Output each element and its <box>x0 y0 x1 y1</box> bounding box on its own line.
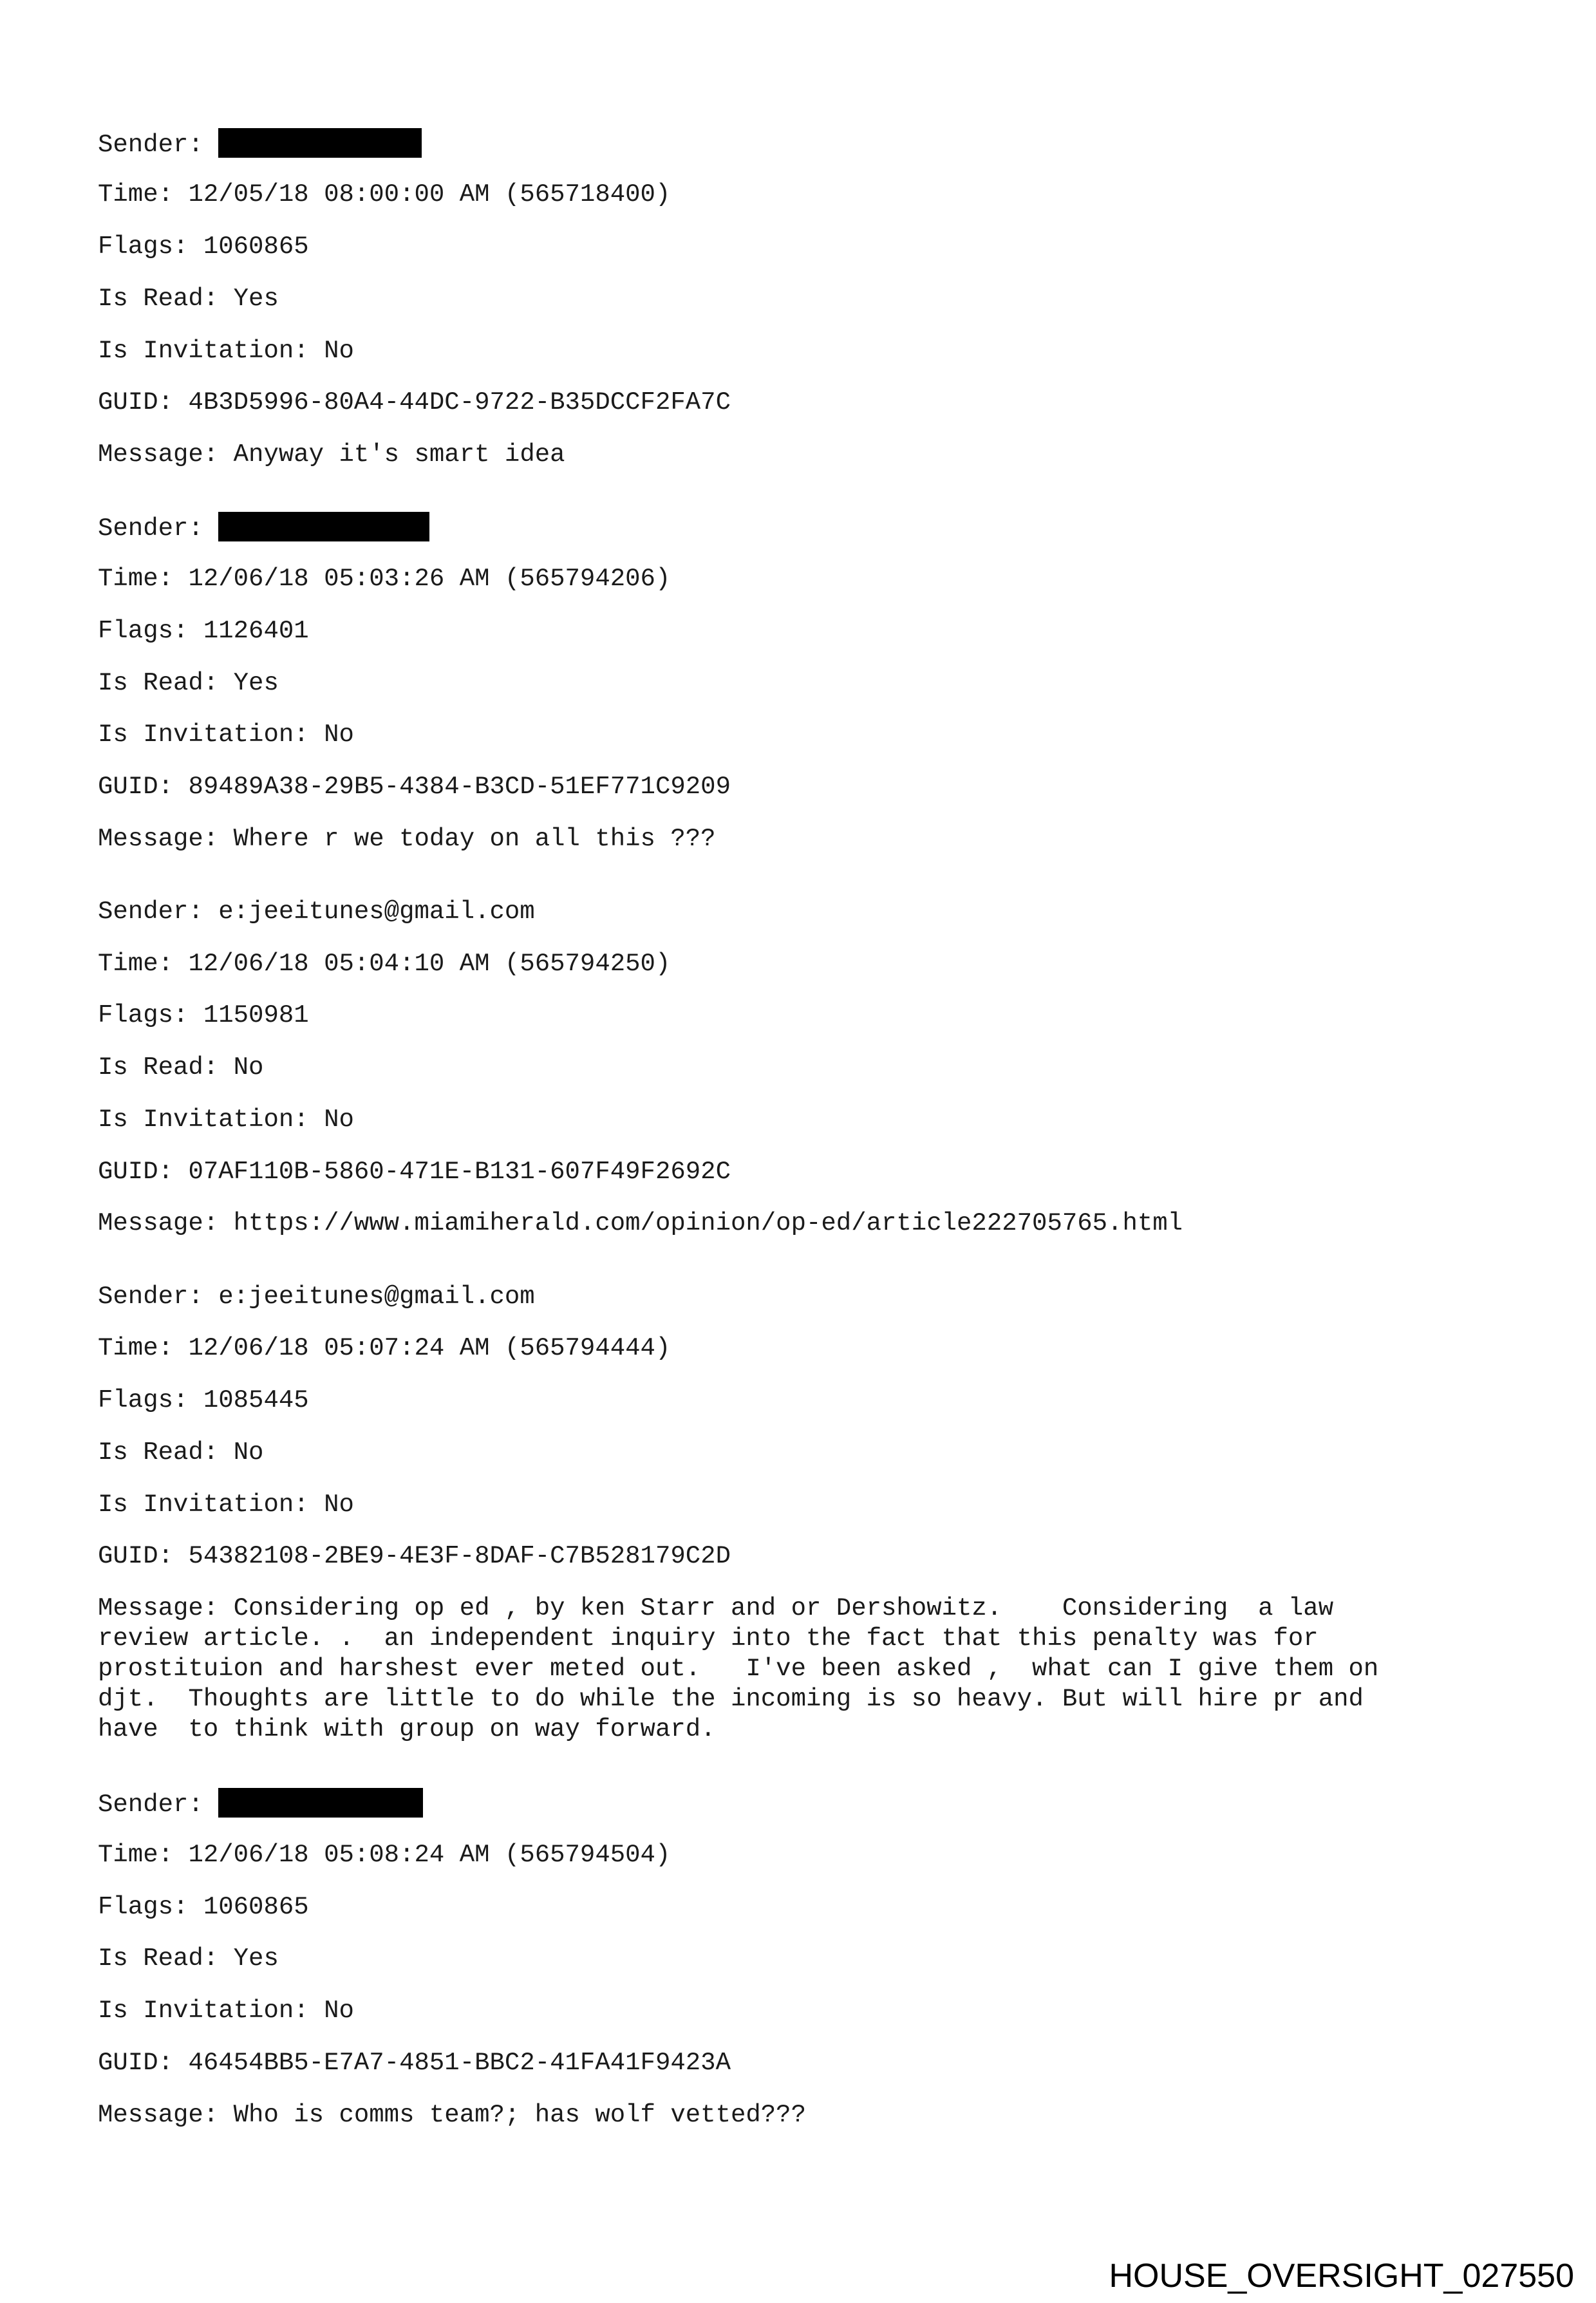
is-invitation-value: No <box>324 337 354 365</box>
is-read-value: Yes <box>233 1944 279 1973</box>
sender-line <box>98 1282 535 1312</box>
is-read-label: Is Read: <box>98 669 234 697</box>
message-label: Message: <box>98 2101 234 2129</box>
time-line <box>98 1333 670 1364</box>
message-line <box>98 1208 1183 1239</box>
message-text: Who is comms team?; has wolf vetted??? <box>233 2101 806 2129</box>
guid-value: 07AF110B-5860-471E-B131-607F49F2692C <box>188 1158 731 1186</box>
is-read-value: Yes <box>233 669 279 697</box>
is-invitation-label: Is Invitation: <box>98 337 324 365</box>
flags-line <box>98 616 309 646</box>
guid-label: GUID: <box>98 773 189 801</box>
sender-value: e:jeeitunes@gmail.com <box>218 1283 535 1311</box>
is-invitation-label: Is Invitation: <box>98 1997 324 2025</box>
sender-line <box>98 1788 423 1820</box>
guid-line <box>98 1157 731 1187</box>
message-text: Where r we today on all this ??? <box>233 825 716 853</box>
is-read-value: No <box>233 1438 264 1467</box>
time-line <box>98 180 670 210</box>
is-invitation-label: Is Invitation: <box>98 1105 324 1134</box>
flags-value: 1060865 <box>203 232 309 261</box>
sender-line <box>98 128 422 160</box>
is-invitation-line <box>98 1105 354 1135</box>
redacted-sender <box>218 1788 423 1818</box>
is-invitation-value: No <box>324 1105 354 1134</box>
is-read-value: Yes <box>233 285 279 313</box>
is-read-label: Is Read: <box>98 285 234 313</box>
is-invitation-value: No <box>324 1490 354 1519</box>
guid-value: 46454BB5-E7A7-4851-BBC2-41FA41F9423A <box>188 2049 731 2077</box>
guid-label: GUID: <box>98 388 189 417</box>
time-value: 12/06/18 05:07:24 AM (565794444) <box>188 1334 671 1362</box>
flags-value: 1126401 <box>203 617 309 645</box>
guid-line <box>98 2048 731 2078</box>
message-line <box>98 824 716 854</box>
time-value: 12/06/18 05:03:26 AM (565794206) <box>188 565 671 593</box>
is-read-value: No <box>233 1053 264 1082</box>
time-line <box>98 1840 670 1870</box>
is-invitation-label: Is Invitation: <box>98 1490 324 1519</box>
flags-label: Flags: <box>98 1893 203 1921</box>
guid-line <box>98 388 731 418</box>
is-read-line <box>98 668 279 699</box>
guid-label: GUID: <box>98 1158 189 1186</box>
is-invitation-line <box>98 1996 354 2026</box>
flags-line <box>98 1386 309 1416</box>
guid-value: 4B3D5996-80A4-44DC-9722-B35DCCF2FA7C <box>188 388 731 417</box>
is-read-label: Is Read: <box>98 1053 234 1082</box>
is-read-line <box>98 1438 263 1468</box>
sender-label: Sender: <box>98 898 219 926</box>
guid-value: 54382108-2BE9-4E3F-8DAF-C7B528179C2D <box>188 1542 731 1570</box>
flags-label: Flags: <box>98 1001 203 1029</box>
guid-label: GUID: <box>98 1542 189 1570</box>
time-value: 12/06/18 05:08:24 AM (565794504) <box>188 1841 671 1869</box>
flags-value: 1060865 <box>203 1893 309 1921</box>
sender-value: e:jeeitunes@gmail.com <box>218 898 535 926</box>
flags-label: Flags: <box>98 232 203 261</box>
message-line <box>98 2100 806 2130</box>
bates-number: HOUSE_OVERSIGHT_027550 <box>1109 2257 1574 2295</box>
sender-label: Sender: <box>98 1283 219 1311</box>
flags-value: 1150981 <box>203 1001 309 1029</box>
message-label: Message: <box>98 1209 234 1237</box>
is-read-label: Is Read: <box>98 1438 234 1467</box>
message-label: Message: <box>98 440 234 469</box>
flags-label: Flags: <box>98 1386 203 1415</box>
is-read-line <box>98 284 279 314</box>
flags-line <box>98 1892 309 1922</box>
flags-line <box>98 1001 309 1031</box>
sender-label: Sender: <box>98 514 219 543</box>
sender-line <box>98 512 429 544</box>
is-invitation-line <box>98 1490 354 1520</box>
guid-line <box>98 772 731 802</box>
guid-label: GUID: <box>98 2049 189 2077</box>
sender-line <box>98 897 535 927</box>
message-line <box>98 440 565 470</box>
time-line <box>98 949 670 979</box>
time-label: Time: <box>98 565 189 593</box>
time-label: Time: <box>98 950 189 978</box>
guid-line <box>98 1541 731 1572</box>
message-label: Message: <box>98 825 234 853</box>
redacted-sender <box>218 128 422 158</box>
time-value: 12/06/18 05:04:10 AM (565794250) <box>188 950 671 978</box>
flags-line <box>98 232 309 262</box>
message-text: Anyway it's smart idea <box>233 440 565 469</box>
is-invitation-value: No <box>324 1997 354 2025</box>
sender-label: Sender: <box>98 131 219 159</box>
is-read-line <box>98 1053 263 1083</box>
message-label: Message: <box>98 1594 234 1622</box>
flags-value: 1085445 <box>203 1386 309 1415</box>
time-line <box>98 564 670 594</box>
is-invitation-label: Is Invitation: <box>98 720 324 749</box>
is-invitation-line <box>98 720 354 750</box>
is-read-line <box>98 1944 279 1974</box>
time-label: Time: <box>98 1841 189 1869</box>
redacted-sender <box>218 512 429 541</box>
is-read-label: Is Read: <box>98 1944 234 1973</box>
message-link: https://www.miamiherald.com/opinion/op-ed/article222705765.html <box>233 1209 1183 1237</box>
time-label: Time: <box>98 180 189 209</box>
guid-value: 89489A38-29B5-4384-B3CD-51EF771C9209 <box>188 773 731 801</box>
flags-label: Flags: <box>98 617 203 645</box>
is-invitation-line <box>98 336 354 366</box>
time-label: Time: <box>98 1334 189 1362</box>
message-text: Considering op ed , by ken Starr and or Dershowitz. Considering a law review article. . an independent inquiry into the fact that this penalty was for prostituion and harshest ever meted out. I've been asked , what can I give them on djt. Thoughts are little to do while the incoming is so heavy. But will hire pr and have to think with group on way forward. <box>98 1594 1379 1744</box>
message-block <box>98 1593 1488 1745</box>
is-invitation-value: No <box>324 720 354 749</box>
time-value: 12/05/18 08:00:00 AM (565718400) <box>188 180 671 209</box>
sender-label: Sender: <box>98 1791 219 1819</box>
